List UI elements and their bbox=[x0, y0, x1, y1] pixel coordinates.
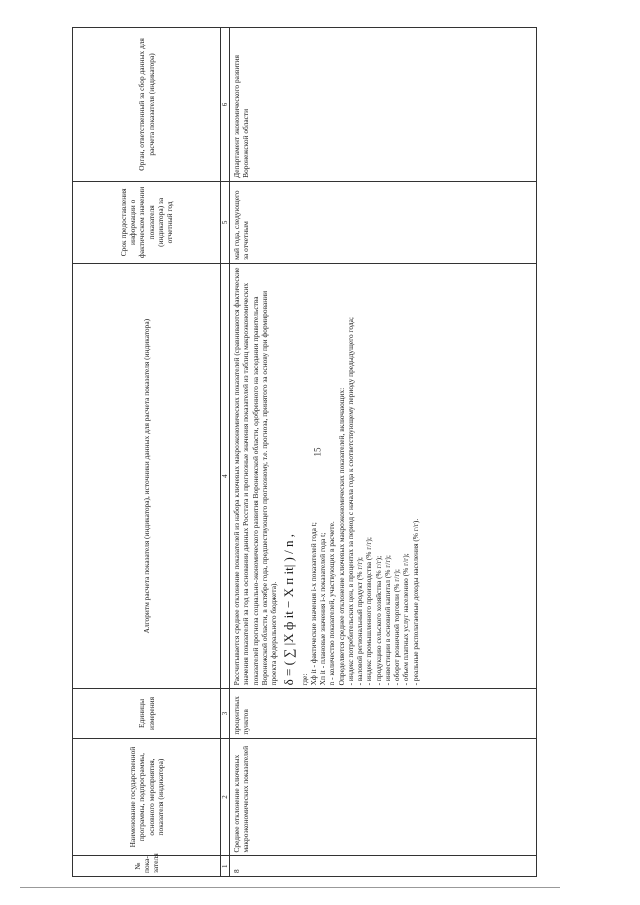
header-deadline: Срок предоставления информации о фактическом значении показателя (индикатора) за отчетный год bbox=[73, 181, 221, 263]
table-row bbox=[230, 28, 537, 877]
column-number-row bbox=[221, 28, 230, 877]
column-number: 4 bbox=[221, 263, 230, 689]
row-units: процентных пунктов bbox=[230, 689, 537, 738]
header-row bbox=[73, 28, 221, 877]
row-algorithm bbox=[230, 263, 537, 689]
header-num: № пока- зателя bbox=[73, 856, 221, 877]
page-number: 15 bbox=[312, 447, 323, 457]
algorithm-intro: Рассчитывается среднее отклонение показателей из набора ключевых макроэкономических показателей (сравниваются фактические значения показателей за год на основании данных Росстата и прогнозные значения показателей из таблиц макроэкономических показателей прогноза социально-экономического развития Воронежской области, одобренного на заседании правительства Воронежской области, в октябре года, предшествующего прогнозному, т.е. прогноза, принятого за основу при формировании проекта федерального бюджета). bbox=[232, 267, 278, 686]
indicator-table bbox=[72, 27, 537, 877]
indicator-item: - реальные располагаемые доходы населения (% г/г). bbox=[410, 518, 420, 686]
indicator-item: - индекс промышленного производства (% г/г); bbox=[364, 537, 374, 686]
column-number: 2 bbox=[221, 738, 230, 856]
where-label: где: bbox=[299, 673, 309, 686]
header-units: Единицы измерения bbox=[73, 689, 221, 738]
definition: Xф it - фактические значения i-х показателей года t; bbox=[308, 522, 318, 686]
definition: Xп it - плановые значения i-х показателей года t; bbox=[318, 532, 327, 686]
indicator-item: - объем платных услуг населению (% г/г); bbox=[401, 553, 411, 686]
header-responsible: Орган, ответственный за сбор данных для расчета показателя (индикатора) bbox=[73, 28, 221, 182]
row-name: Среднее отклонение ключевых макроэкономических показателей bbox=[230, 738, 537, 856]
indicator-item: - продукцию сельского хозяйства (% г/г); bbox=[373, 555, 383, 686]
column-number: 5 bbox=[221, 181, 230, 263]
indicator-item: - индекс потребительских цен, в процентах за период с начала года к соответствующему периоду предыдущего года; bbox=[345, 317, 355, 686]
row-responsible: Департамент экономического развития Воронежской области bbox=[230, 28, 537, 182]
row-deadline: май года, следующего за отчетным bbox=[230, 181, 537, 263]
definition: n - количество показателей, участвующих в расчете. bbox=[327, 521, 337, 686]
indicator-item: - валовой региональный продукт (% г/г); bbox=[355, 557, 364, 686]
rotated-table-frame bbox=[72, 27, 537, 877]
column-number: 3 bbox=[221, 689, 230, 738]
formula: δ = ( ∑ |X ф it − X п it| ) / n , bbox=[281, 534, 297, 686]
header-name: Наименование государственной программы, подпрограммы, основного мероприятия, показателя (индикатора) bbox=[73, 738, 221, 856]
rotated-table-content bbox=[72, 27, 537, 877]
indicator-item: - оборот розничной торговли (% г/г); bbox=[392, 569, 401, 686]
row-num: 8 bbox=[230, 856, 537, 877]
column-number: 6 bbox=[221, 28, 230, 182]
scan-edge-line bbox=[20, 887, 560, 888]
algorithm-tail: Определяется среднее отклонение ключевых макроэкономических показателей, включающих: bbox=[336, 387, 346, 686]
header-algorithm: Алгоритм расчета показателя (индикатора), источники данных для расчета показателя (индикатора) bbox=[73, 263, 221, 689]
column-number: 1 bbox=[221, 856, 230, 877]
indicator-item: - инвестиции в основной капитал (% г/г); bbox=[382, 555, 392, 686]
